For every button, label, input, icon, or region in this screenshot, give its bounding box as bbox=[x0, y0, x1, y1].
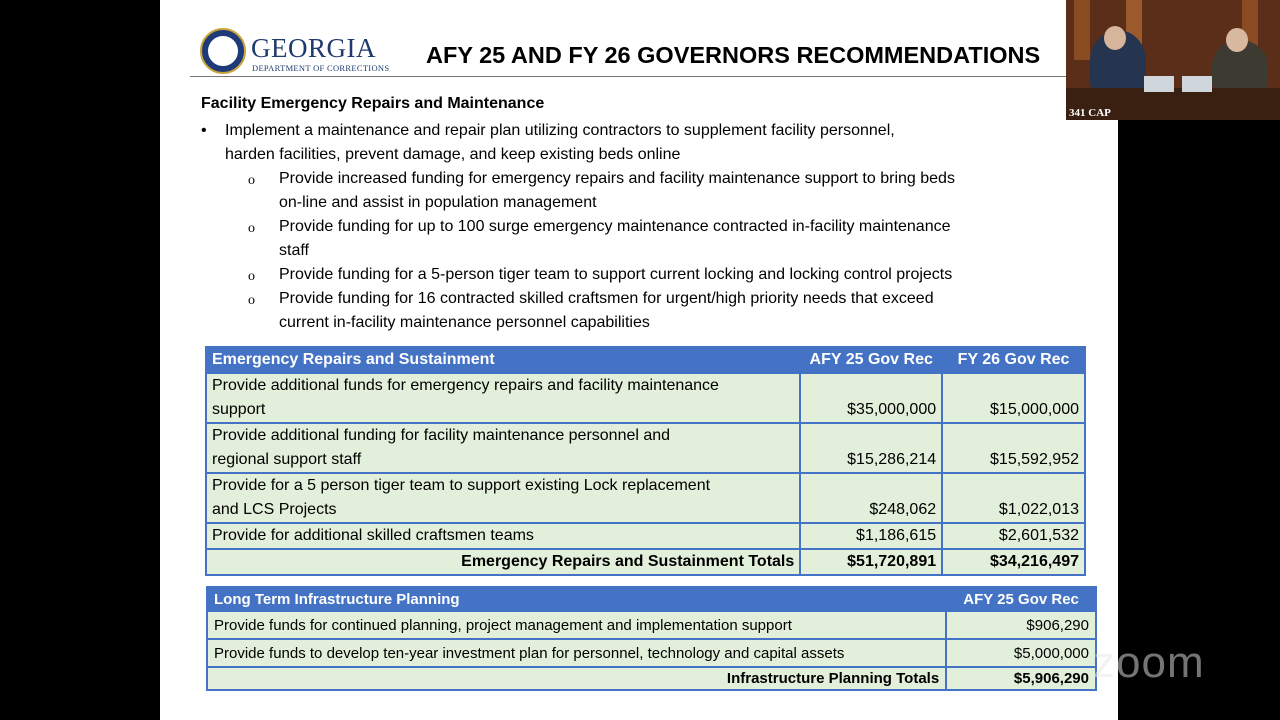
table-cell: $5,000,000 bbox=[946, 639, 1096, 667]
header-divider bbox=[190, 76, 1070, 77]
total-value: $34,216,497 bbox=[942, 549, 1085, 575]
table-cell: Provide for a 5 person tiger team to support existing Lock replacement and LCS Projects bbox=[206, 473, 800, 523]
participant-head bbox=[1104, 26, 1126, 50]
table-cell: $1,186,615 bbox=[800, 523, 942, 549]
logo-dept: DEPARTMENT OF CORRECTIONS bbox=[252, 63, 390, 73]
monitor bbox=[1144, 76, 1174, 92]
emergency-repairs-table bbox=[205, 346, 1086, 576]
table-cell: Provide funds to develop ten-year investment plan for personnel, technology and capital assets bbox=[207, 639, 946, 667]
sub-bullet-line: Provide funding for a 5-person tiger team to support current locking and locking control projects bbox=[279, 266, 953, 283]
table-cell: $15,000,000 bbox=[942, 373, 1085, 423]
table-total-row bbox=[206, 549, 1085, 575]
slide bbox=[160, 0, 1118, 720]
table-row bbox=[207, 639, 1096, 667]
sub-bullet-marker: o bbox=[248, 293, 255, 308]
table-row bbox=[206, 373, 1085, 423]
table-cell: $2,601,532 bbox=[942, 523, 1085, 549]
video-thumbnail[interactable] bbox=[1066, 0, 1280, 120]
video-caption: 341 CAP bbox=[1069, 107, 1111, 119]
sub-bullet-marker: o bbox=[248, 221, 255, 236]
table-row bbox=[206, 523, 1085, 549]
table-cell: $35,000,000 bbox=[800, 373, 942, 423]
wall-panel bbox=[1074, 0, 1090, 60]
slide-title: AFY 25 AND FY 26 GOVERNORS RECOMMENDATIONS bbox=[426, 42, 1041, 68]
sub-bullet-line: current in-facility maintenance personnel capabilities bbox=[279, 314, 650, 331]
sub-bullet-marker: o bbox=[248, 269, 255, 284]
sub-bullet-line: Provide funding for up to 100 surge emergency maintenance contracted in-facility maintenance bbox=[279, 218, 951, 235]
infrastructure-planning-table bbox=[206, 586, 1097, 691]
table-cell: $1,022,013 bbox=[942, 473, 1085, 523]
table-header-row bbox=[207, 587, 1096, 611]
sub-bullet-line: on-line and assist in population management bbox=[279, 194, 597, 211]
table-cell: Provide additional funding for facility maintenance personnel and regional support staff bbox=[206, 423, 800, 473]
table-cell: Provide funds for continued planning, project management and implementation support bbox=[207, 611, 946, 639]
total-label: Emergency Repairs and Sustainment Totals bbox=[206, 549, 800, 575]
table-header: Long Term Infrastructure Planning bbox=[207, 587, 946, 611]
table-row bbox=[206, 423, 1085, 473]
total-value: $5,906,290 bbox=[946, 667, 1096, 690]
table-header: AFY 25 Gov Rec bbox=[946, 587, 1096, 611]
table-header: Emergency Repairs and Sustainment bbox=[206, 347, 800, 373]
table-row bbox=[206, 473, 1085, 523]
table-cell: $15,592,952 bbox=[942, 423, 1085, 473]
table-total-row bbox=[207, 667, 1096, 690]
table-header-row bbox=[206, 347, 1085, 373]
logo-name: GEORGIA bbox=[251, 33, 376, 63]
zoom-watermark: zoom bbox=[1093, 638, 1205, 687]
table-row bbox=[207, 611, 1096, 639]
table-cell: $906,290 bbox=[946, 611, 1096, 639]
sub-bullet-line: Provide increased funding for emergency repairs and facility maintenance support to bring beds bbox=[279, 170, 955, 187]
monitor bbox=[1182, 76, 1212, 92]
total-label: Infrastructure Planning Totals bbox=[207, 667, 946, 690]
gdc-seal-logo bbox=[200, 28, 246, 74]
section-title: Facility Emergency Repairs and Maintenance bbox=[201, 95, 545, 112]
table-header: FY 26 Gov Rec bbox=[942, 347, 1085, 373]
bullet-line: Implement a maintenance and repair plan utilizing contractors to supplement facility personnel, bbox=[225, 122, 895, 139]
sub-bullet-line: staff bbox=[279, 242, 309, 259]
table-cell: Provide additional funds for emergency repairs and facility maintenance support bbox=[206, 373, 800, 423]
table-cell: $15,286,214 bbox=[800, 423, 942, 473]
sub-bullet-line: Provide funding for 16 contracted skilled craftsmen for urgent/high priority needs that exceed bbox=[279, 290, 934, 307]
table-cell: $248,062 bbox=[800, 473, 942, 523]
table-cell: Provide for additional skilled craftsmen teams bbox=[206, 523, 800, 549]
sub-bullet-marker: o bbox=[248, 173, 255, 188]
bullet-line: harden facilities, prevent damage, and keep existing beds online bbox=[225, 146, 681, 163]
bullet-marker: • bbox=[201, 122, 207, 139]
table-header: AFY 25 Gov Rec bbox=[800, 347, 942, 373]
participant-head bbox=[1226, 28, 1248, 52]
total-value: $51,720,891 bbox=[800, 549, 942, 575]
